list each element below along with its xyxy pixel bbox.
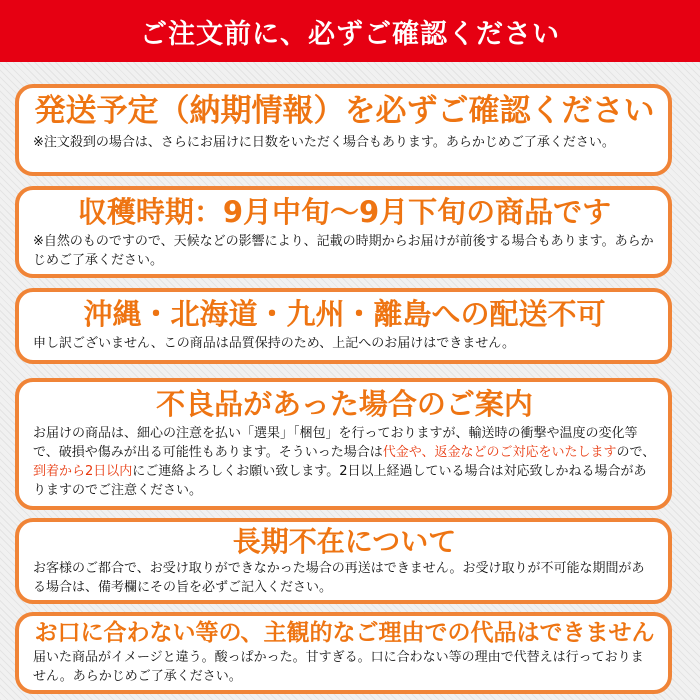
refund-emphasis: 代金や、返金などのご対応をいたします — [382, 445, 617, 461]
delivery-schedule-card — [15, 84, 672, 176]
defective-item-title: 不良品があった場合のご案内 — [156, 387, 533, 421]
shipping-restriction-title: 沖縄・北海道・九州・離島への配送不可 — [83, 297, 606, 331]
shipping-restriction-text: 申し訳ございません、この商品は品質保持のため、上記へのお届けはできません。 — [33, 336, 516, 352]
no-replacement-title: お口に合わない等の、主観的なご理由での代品はできません — [34, 620, 655, 646]
defective-item-text-part-1: お届けの商品は、細心の注意を払い「選果」「梱包」を行っておりますが、輸送時の衝撃や温度の変化等で、破損や傷みが出る可能性もあります。そういった場合は — [33, 426, 638, 461]
defective-item-text — [33, 425, 656, 500]
defective-item-text-part-3: にご連絡よろしくお願い致します。2日以上経過している場合は対応致しかねる場合がありますのでご注意ください。 — [33, 464, 647, 498]
long-absence-title: 長期不在について — [232, 525, 457, 558]
harvest-period-title: 収穫時期：9月中旬〜9月下旬の商品です — [77, 195, 612, 229]
harvest-period-text: ※自然のものですので、天候などの影響により、記載の時期からお届けが前後する場合もあります。あらかじめご了承ください。 — [33, 234, 654, 269]
long-absence-card — [15, 518, 672, 604]
contact-deadline-emphasis: 到着から2日以内 — [33, 464, 133, 480]
delivery-schedule-title: 発送予定（納期情報）を必ずご確認ください — [34, 93, 655, 129]
no-replacement-card — [15, 612, 672, 694]
delivery-schedule-text: ※注文殺到の場合は、さらにお届けに日数をいただく場合もあります。あらかじめご了承ください。 — [33, 134, 615, 150]
harvest-period-card — [15, 186, 672, 278]
notice-banner — [0, 0, 700, 62]
no-replacement-text: 届いた商品がイメージと違う。酸っぱかった。甘すぎる。口に合わない等の理由で代替えは行っておりません。あらかじめご了承ください。 — [33, 650, 644, 685]
shipping-restriction-card — [15, 288, 672, 364]
banner-title: ご注文前に、必ずご確認ください — [140, 18, 560, 50]
long-absence-text: お客様のご都合で、お受け取りができなかった場合の再送はできません。お受け取りが不可能な期間がある場合は、備考欄にその旨を必ずご記入ください。 — [33, 561, 645, 596]
defective-item-text-part-2: ので、 — [616, 445, 656, 461]
defective-item-card — [15, 378, 672, 510]
